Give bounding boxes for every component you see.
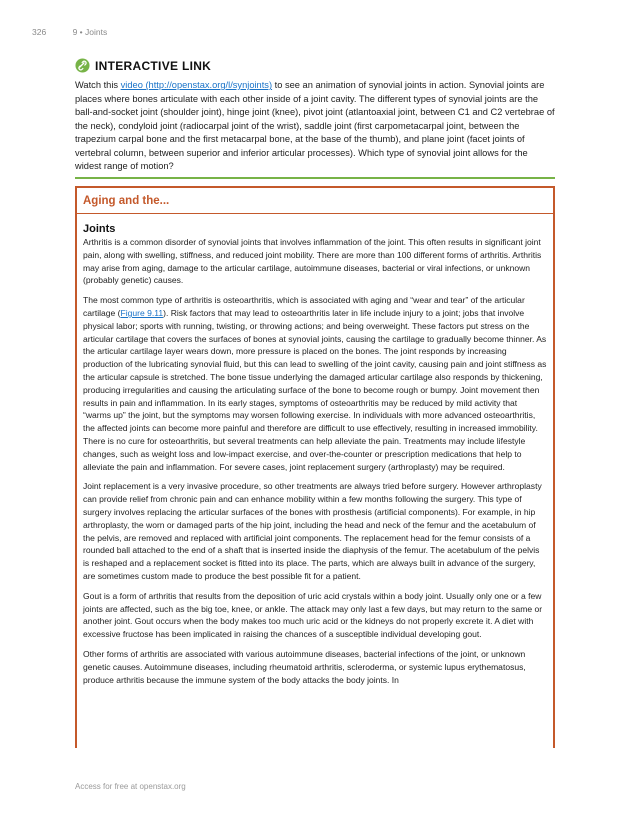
page-number: 326 (32, 27, 47, 37)
divider (75, 177, 555, 179)
feature-divider (77, 213, 553, 214)
link-chain-icon (75, 58, 90, 73)
interactive-link-title (75, 58, 555, 73)
paragraph-osteoarthritis: The most common type of arthritis is osteoarthritis, which is associated with aging and “wear and tear” of the articular cartilage (Figure 9.11). Risk factors that may lead to osteoarthritis later in life include injury to a joint; jobs that involve physical labor; sports with running, twisting, or throwing actions; and being overweight. These factors put stress on the articular cartilage that covers the surfaces of bones at synovial joints, causing the cartilage to gradually become thinner. As the articular cartilage layer wears down, more pressure is placed on the bones. The joint responds by increasing production of the lubricating synovial fluid, but this can lead to swelling of the joint cavity, causing pain and joint stiffness as the articular capsule is stretched. The bone tissue underlying the damaged articular cartilage also responds by thickening, producing irregularities and causing the articulating surface of the bone to become rough or bumpy. Joint movement then results in pain and inflammation. In its early stages, symptoms of osteoarthritis may be reduced by mild activity that “warms up” the joint, but the symptoms may worsen following exercise. In individuals with more advanced osteoarthritis, the affected joints can become more painful and therefore are difficult to use effectively, resulting in increased immobility. There is no cure for osteoarthritis, but several treatments can help alleviate the pain. Treatments may include lifestyle changes, such as weight loss and low-impact exercise, and over-the-counter or prescription medications that help to alleviate the pain and inflammation. For severe cases, joint replacement surgery (arthroplasty) may be required. (83, 295, 547, 472)
figure-link[interactable]: Figure 9.11 (120, 307, 164, 318)
paragraph-joint-replacement: Joint replacement is a very invasive procedure, so other treatments are always tried before surgery. However arthroplasty can provide relief from chronic pain and can enhance mobility within a few months following the surgery. This type of surgery involves replacing the articular surfaces of the bones with prosthesis (artificial components). For example, in hip arthroplasty, the worn or damaged parts of the hip joint, including the head and neck of the femur and the acetabulum of the pelvis, are removed and replaced with artificial joint components. The replacement head for the femur consists of a rounded ball attached to the end of a shaft that is inserted inside the diaphysis of the femur. The acetabulum of the pelvis is reshaped and a replacement socket is fitted into its place. The parts, which are always built in advance of the surgery, are sometimes custom made to produce the best possible fit for a patient. (83, 481, 542, 581)
interactive-link-text: Watch this video (http://openstax.org/l/synjoints) to see an animation of synovial joints in action. Synovial joints are places where bones articulate with each other inside of a joint cavity. The different types of synovial joints are the ball-and-socket joint (shoulder joint), hinge joint (knee), pivot joint (atlantoaxial joint, between C1 and C2 vertebrae of the neck), condyloid joint (radiocarpal joint of the wrist), saddle joint (first carpometacarpal joint, between the trapezium carpal bone and the first metacarpal bone, at the base of the thumb), and plane joint (facet joints of vertebral column, between superior and inferior articular processes). Which type of synovial joint allows for the widest range of motion? (75, 80, 555, 171)
chapter-label: 9 • Joints (72, 27, 108, 37)
paragraph-gout: Gout is a form of arthritis that results from the deposition of uric acid crystals within a body joint. Usually only one or a few joints are affected, such as the big toe, knee, or ankle. The attack may only last a few days, but may return to the same or another joint. Gout occurs when the body makes too much uric acid or the kidneys do not properly excrete it. A diet with excessive fructose has been implicated in raising the chances of a susceptible individual developing gout. (83, 590, 543, 640)
running-header (32, 27, 107, 37)
interactive-link-box (75, 58, 555, 174)
feature-subheading: Joints (83, 223, 116, 235)
video-link[interactable]: video (http://openstax.org/l/synjoints) (120, 80, 273, 90)
footer-text: Access for free at openstax.org (75, 782, 186, 791)
paragraph-autoimmune: Other forms of arthritis are associated with various autoimmune diseases, bacterial infections of the joint, or unknown genetic causes. Autoimmune diseases, including rheumatoid arthritis, scleroderma, or systemic lupus erythematosus, produce arthritis because the immune system of the body attacks the body joints. In (83, 648, 526, 685)
interactive-link-heading: INTERACTIVE LINK (95, 58, 212, 73)
paragraph-arthritis-intro: Arthritis is a common disorder of synovial joints that involves inflammation of the joint. This often results in significant joint pain, along with swelling, stiffness, and reduced joint mobility. There are more than 100 different forms of arthritis. Arthritis may arise from aging, damage to the articular cartilage, autoimmune diseases, bacterial or viral infections, or unknown (probably genetic) causes. (83, 237, 542, 286)
feature-title: Aging and the... (83, 195, 170, 207)
aging-feature-box (75, 186, 555, 748)
